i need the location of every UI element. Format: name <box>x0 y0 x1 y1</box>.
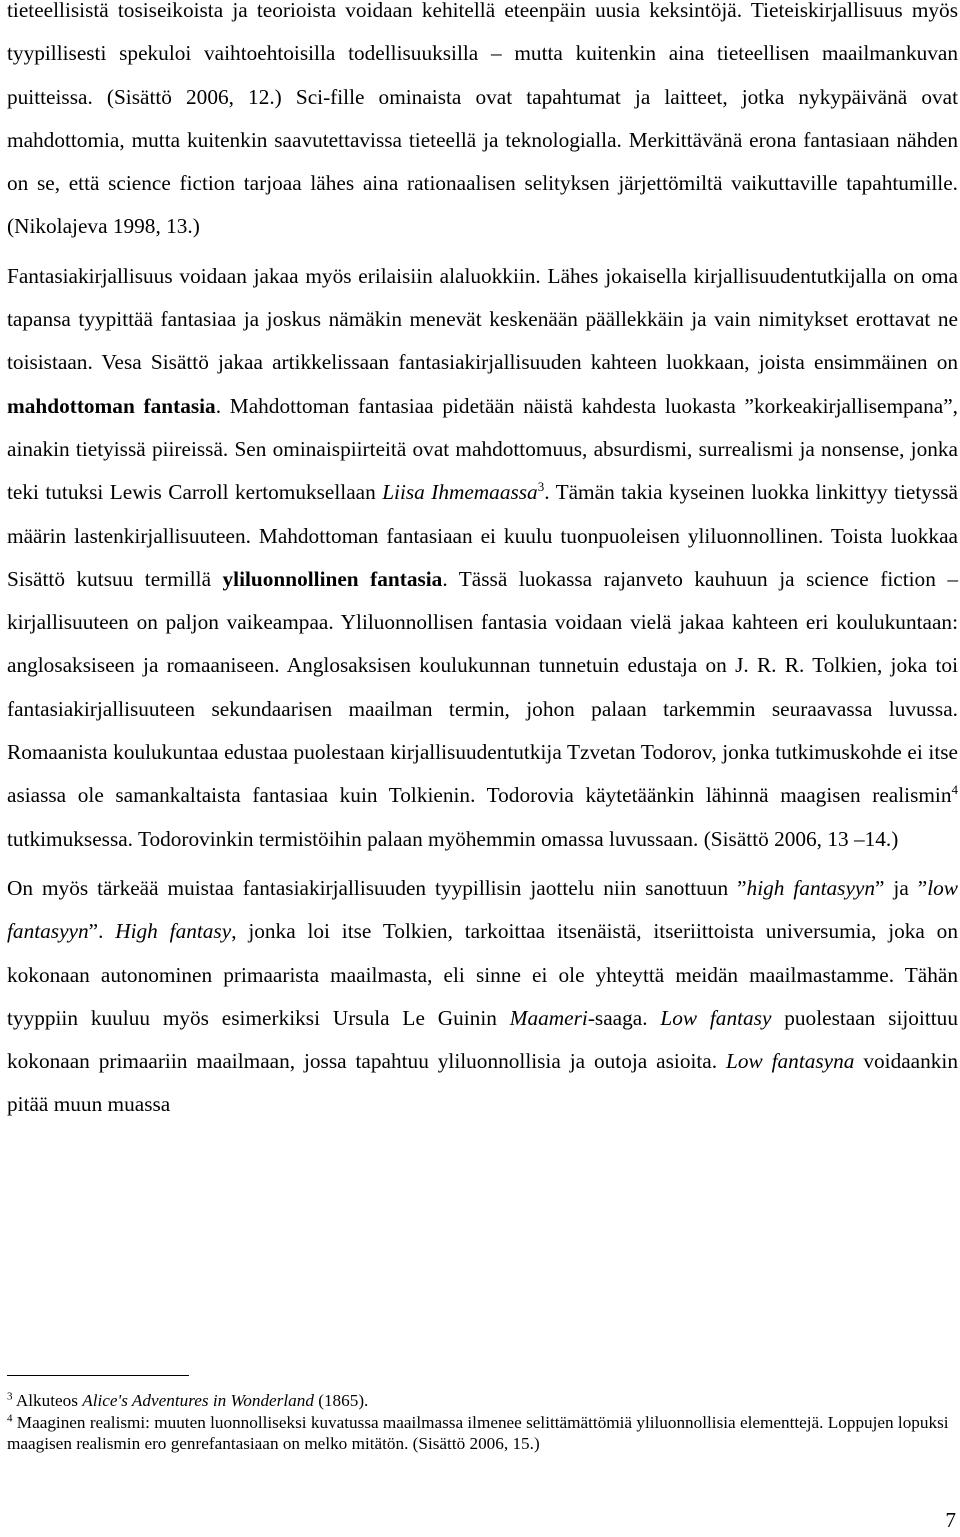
italic-text: high fantasyyn <box>746 875 875 900</box>
italic-text: Low fantasyna <box>726 1049 855 1074</box>
text-run: On myös tärkeää muistaa fantasiakirjallisuuden tyypillisin jaottelu niin sanottuun ” <box>7 875 747 900</box>
page-number: 7 <box>945 1508 956 1532</box>
paragraph-2 <box>7 255 958 861</box>
footnote-number: 4 <box>7 1411 13 1424</box>
paragraph-3 <box>7 867 958 1127</box>
text-run: . Tämän takia kyseinen luokka linkittyy tietyssä määrin lastenkirjallisuuteen. Mahdottoman fantasiaan ei kuulu tuonpuoleisen yliluonnollinen. Toista luokkaa Sisättö kutsuu termillä <box>7 480 958 591</box>
footnote-separator <box>7 1375 189 1376</box>
bold-term: yliluonnollinen fantasia <box>222 566 443 591</box>
italic-text: Alice's Adventures in Wonderland <box>82 1391 314 1410</box>
footnote-reference: 3 <box>537 479 545 495</box>
text-run: Alkuteos <box>15 1391 83 1410</box>
paragraph-1 <box>7 0 958 249</box>
text-run: -saaga. <box>587 1005 661 1030</box>
footnote-reference: 4 <box>951 782 958 798</box>
footnotes <box>7 1390 958 1455</box>
text-run: ”. <box>88 919 116 944</box>
text-run: (1865). <box>313 1391 369 1410</box>
italic-text: Low fantasy <box>660 1005 772 1030</box>
italic-text: Maameri <box>509 1005 588 1030</box>
document-body <box>7 0 958 1127</box>
text-run: Maaginen realismi: muuten luonnolliseksi kuvatussa maailmassa ilmenee selittämättömiä yliluonnollisia elementtejä. Loppujen lopuksi maagisen realismin ero genrefantasiaan on melko mitätön. (Sisättö 2006, 15.) <box>7 1412 949 1453</box>
text-run: voidaankin pitää muun muassa <box>7 1049 958 1117</box>
italic-text: High fantasy <box>115 919 232 944</box>
text-run: puolestaan sijoittuu kokonaan primaariin maailmaan, jossa tapahtuu yliluonnollisia ja outoja asioita. <box>7 1005 958 1074</box>
text-run: , jonka loi itse Tolkien, tarkoittaa itsenäistä, itseriittoista universumia, joka on kokonaan autonominen primaarista maailmasta, eli sinne ei ole yhteyttä meidän maailmastamme. Tähän tyyppiin kuuluu myös esimerkiksi Ursula Le Guinin <box>7 919 958 1030</box>
italic-text: low fantasyyn <box>7 875 958 944</box>
text-run: . Mahdottoman fantasiaa pidetään näistä kahdesta luokasta ”korkeakirjallisempana”, ainakin tietyissä piireissä. Sen ominaispiirteitä ovat mahdottomuus, absurdismi, surrealismi ja nonsense, jonka teki tutuksi Lewis Carroll kertomuksellaan <box>7 393 959 505</box>
text-run: ” ja ” <box>875 875 928 900</box>
text-run: tutkimuksessa. Todorovinkin termistöihin palaan myöhemmin omassa luvussaan. (Sisättö 2006, 13 –14.) <box>7 826 899 851</box>
text-run: . Tässä luokassa rajanveto kauhuun ja science fiction – kirjallisuuteen on paljon vaikeampaa. Yliluonnollisen fantasia voidaan vielä jakaa kahteen eri koulukuntaan: anglosaksiseen ja romaaniseen. Anglosaksisen koulukunnan tunnetuin edustaja on J. R. R. Tolkien, joka toi fantasiakirjallisuuteen sekundaarisen maailman termin, johon palaan tarkemmin seuraavassa luvussa. Romaanista koulukuntaa edustaa puolestaan kirjallisuudentutkija Tzvetan Todorov, jonka tutkimuskohde ei itse asiassa ole samankaltaista fantasiaa kuin Tolkienin. Todorovia käytetäänkin lähinnä maagisen realismin <box>7 566 958 808</box>
footnote-3 <box>7 1390 958 1412</box>
text-run: tieteellisistä tosiseikoista ja teorioista voidaan kehitellä eteenpäin uusia keksintöjä. Tieteiskirjallisuus myös tyypillisesti spekuloi vaihtoehtoisilla todellisuuksilla – mutta kuitenkin aina tieteellisen maailmankuvan puitteissa. (Sisättö 2006, 12.) Sci-fille ominaista ovat tapahtumat ja laitteet, jotka nykypäivänä ovat mahdottomia, mutta kuitenkin saavutettavissa tieteellä ja teknologialla. Merkittävänä erona fantasiaan nähden on se, että science fiction tarjoaa lähes aina rationaalisen selityksen järjettömiltä vaikuttaville tapahtumille. (Nikolajeva 1998, 13.) <box>7 0 958 239</box>
footnote-number: 3 <box>7 1390 13 1403</box>
text-run: Fantasiakirjallisuus voidaan jakaa myös erilaisiin alaluokkiin. Lähes jokaisella kirjallisuudentutkijalla on oma tapansa tyypittää fantasiaa ja joskus nämäkin menevät keskenään päällekkäin ja vain nimitykset erottavat ne toisistaan. Vesa Sisättö jakaa artikkelissaan fantasiakirjallisuuden kahteen luokkaan, joista ensimmäinen on <box>7 263 958 375</box>
bold-term: mahdottoman fantasia <box>7 393 216 418</box>
footnote-4 <box>7 1412 958 1455</box>
italic-text: Liisa Ihmemaassa <box>382 480 538 505</box>
